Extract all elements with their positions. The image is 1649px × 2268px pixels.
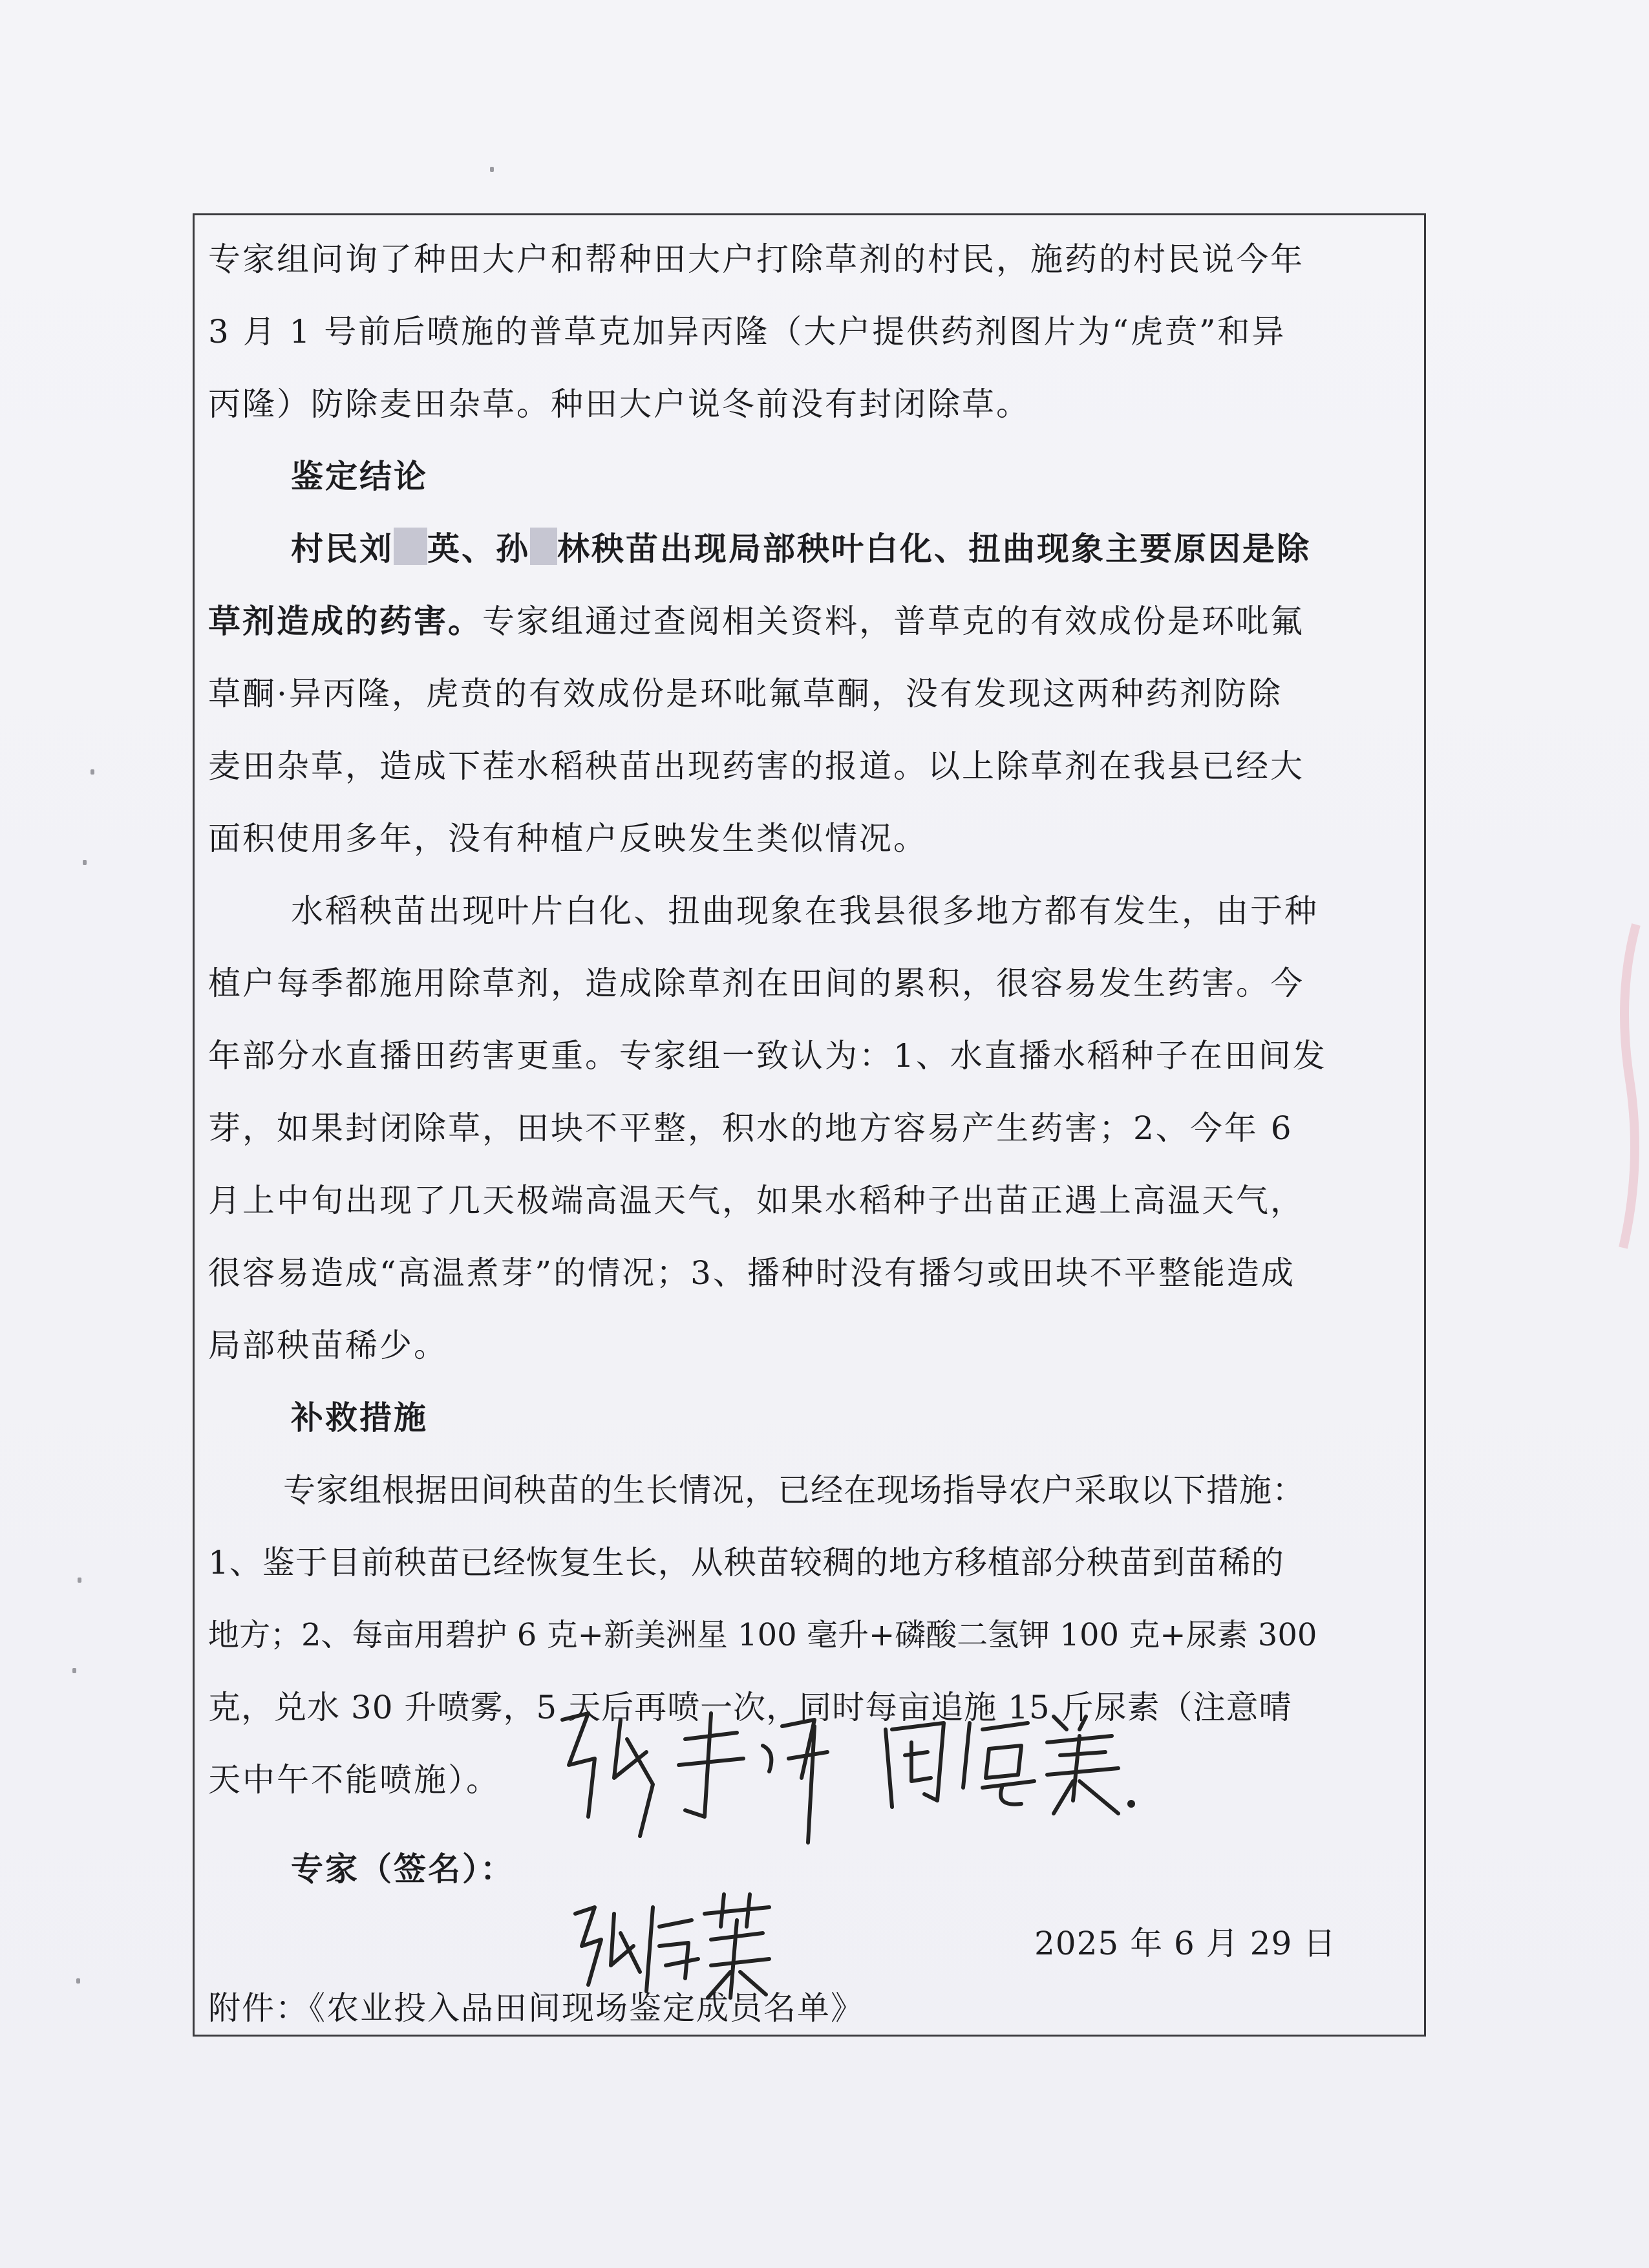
conclusion-text: 英、孙: [427, 530, 530, 568]
scan-speck: [90, 769, 94, 775]
text-line: 年部分水直播田药害更重。专家组一致认为：1、水直播水稻种子在田间发: [208, 1037, 1327, 1075]
scan-speck: [72, 1668, 76, 1673]
text-line: 月上中旬出现了几天极端高温天气，如果水稻种子出苗正遇上高温天气，: [208, 1182, 1304, 1219]
conclusion-line: [208, 585, 1413, 658]
heading-conclusion: 鉴定结论: [291, 457, 428, 495]
conclusion-text: 专家组通过查阅相关资料，普草克的有效成份是环吡氟: [482, 603, 1304, 640]
text-line: 3 月 1 号前后喷施的普草克加异丙隆（大户提供药剂图片为“虎贲”和异: [208, 313, 1286, 350]
text-line: 芽，如果封闭除草，田块不平整，积水的地方容易产生药害；2、今年 6: [208, 1109, 1293, 1147]
heading-remedy: 补救措施: [291, 1398, 428, 1437]
redaction-block: [530, 528, 557, 565]
attachment-note: 附件：《农业投入品田间现场鉴定成员名单》: [208, 1989, 864, 2027]
text-line: 1、鉴于目前秧苗已经恢复生长，从秧苗较稠的地方移植部分秧苗到苗稀的: [208, 1544, 1284, 1581]
scan-speck: [83, 860, 87, 865]
text-line: 草酮·异丙隆，虎贲的有效成份是环吡氟草酮，没有发现这两种药剂防除: [208, 675, 1282, 712]
document-date: 2025 年 6 月 29 日: [1034, 1925, 1337, 1962]
signature-label: 专家（签名）：: [291, 1850, 515, 1888]
scan-speck: [76, 1978, 80, 1984]
signature-zhang-xiuyang: [543, 1687, 905, 1856]
text-line: 很容易造成“高温煮芽”的情况；3、播种时没有播匀或田块不平整能造成: [208, 1254, 1295, 1292]
text-line: 天中午不能喷施）。: [208, 1761, 500, 1799]
text-line: 局部秧苗稀少。: [208, 1327, 448, 1364]
conclusion-text: 村民刘: [291, 530, 394, 568]
signature-zhou-demei: [873, 1691, 1144, 1820]
text-line: 面积使用多年，没有种植户反映发生类似情况。: [208, 820, 928, 857]
red-stamp-bleed: [1591, 918, 1649, 1254]
redaction-block: [394, 528, 427, 565]
scan-speck: [78, 1578, 81, 1583]
text-line: 地方；2、每亩用碧护 6 克+新美洲星 100 毫升+磷酸二氢钾 100 克+尿素 300: [208, 1617, 1317, 1653]
text-line: 丙隆）防除麦田杂草。种田大户说冬前没有封闭除草。: [208, 385, 1030, 423]
text-line: 水稻秧苗出现叶片白化、扭曲现象在我县很多地方都有发生，由于种: [291, 892, 1319, 930]
conclusion-bold-end: 草剂造成的药害。: [208, 602, 482, 640]
text-line: 麦田杂草，造成下茬水稻秧苗出现药害的报道。以上除草剂在我县已经大: [208, 747, 1304, 785]
text-line: 专家组问询了种田大户和帮种田大户打除草剂的村民，施药的村民说今年: [208, 241, 1304, 278]
text-line: 克，兑水 30 升喷雾，5 天后再喷一次，同时每亩追施 15 斤尿素（注意晴: [208, 1689, 1292, 1726]
conclusion-line: [208, 513, 1496, 585]
scan-speck: [490, 167, 494, 172]
text-line: 专家组根据田间秧苗的生长情况，已经在现场指导农户采取以下措施：: [283, 1471, 1305, 1509]
conclusion-text: 林秧苗出现局部秧叶白化、扭曲现象主要原因是除: [557, 530, 1311, 568]
text-line: 植户每季都施用除草剂，造成除草剂在田间的累积，很容易发生药害。今: [208, 965, 1304, 1002]
